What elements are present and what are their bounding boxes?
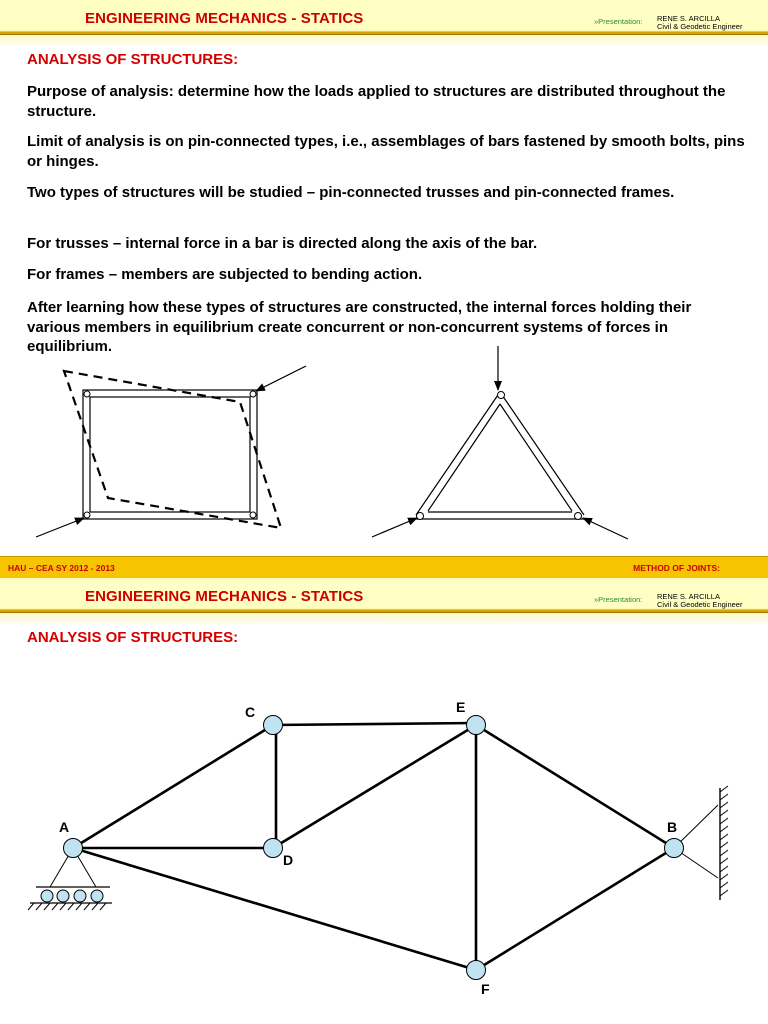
joint-b [665,839,684,858]
roller [57,890,69,902]
course-title: ENGINEERING MECHANICS - STATICS [85,588,364,605]
joint-c [264,716,283,735]
paragraph-frames: For frames – members are subjected to bending action. [27,266,423,283]
frame-pin [250,512,256,518]
label-c: C [245,704,256,720]
paragraph-types: Two types of structures will be studied – pin-connected trusses and pin-connected frames. [27,184,675,201]
presentation-label: »Presentation: [594,17,643,26]
course-title: ENGINEERING MECHANICS - STATICS [85,10,364,27]
label-f: F [481,981,490,997]
paragraph-trusses: For trusses – internal force in a bar is directed along the axis of the bar. [27,235,538,252]
slide-footer [0,556,768,578]
header-divider [0,31,768,35]
rectangular-frame [36,366,306,537]
wall-hatch [720,786,728,896]
joint-a [64,839,83,858]
joint-e [467,716,486,735]
label-d: D [283,852,294,868]
load-arrow [583,518,628,539]
load-arrow [256,366,306,391]
author-role: Civil & Geodetic Engineer [657,600,743,609]
paragraph-equilibrium: After learning how these types of structures are constructed, the internal forces holding their various members in equilibrium create concurrent or non-concurrent systems of forces in equilibrium. [27,299,692,355]
paragraph-limit: Limit of analysis is on pin-connected types, i.e., assemblages of bars fastened by smooth bolts, pins or hinges. [27,133,745,170]
truss-diagram [0,578,768,1024]
roller [41,890,53,902]
label-b: B [667,819,678,835]
ground-hatch [28,903,106,910]
footer-course-info: HAU – CEA SY 2012 - 2013 [8,563,115,573]
frame-pin [250,391,256,397]
author-name: RENE S. ARCILLA [657,592,720,601]
joint-d [264,839,283,858]
truss-members [73,723,674,970]
slide-2 [0,578,768,1024]
section-title: ANALYSIS OF STRUCTURES: [27,629,239,646]
footer-topic: METHOD OF JOINTS: [633,563,720,573]
truss-pin [417,513,424,520]
frame-pin [84,512,90,518]
roller [74,890,86,902]
author-role: Civil & Geodetic Engineer [657,22,743,31]
frame-pin [84,391,90,397]
author-block [657,15,742,31]
frame-and-truss-diagram [0,360,768,560]
roller [91,890,103,902]
truss-pin [498,392,505,399]
joint-f [467,961,486,980]
deformed-frame-outline [64,371,281,528]
frame-outer [83,390,257,519]
load-arrow [36,518,84,537]
section-title: ANALYSIS OF STRUCTURES: [27,51,239,68]
slide-header [0,0,768,48]
paragraph-purpose: Purpose of analysis: determine how the loads applied to structures are distributed throughout the structure. [27,83,726,120]
label-e: E [456,699,466,715]
triangular-truss [372,346,628,539]
load-arrow [372,518,417,537]
frame-inner [90,397,250,512]
author-name: RENE S. ARCILLA [657,14,720,23]
label-a: A [59,819,70,835]
truss-pin [575,513,582,520]
presentation-label: »Presentation: [594,595,643,604]
